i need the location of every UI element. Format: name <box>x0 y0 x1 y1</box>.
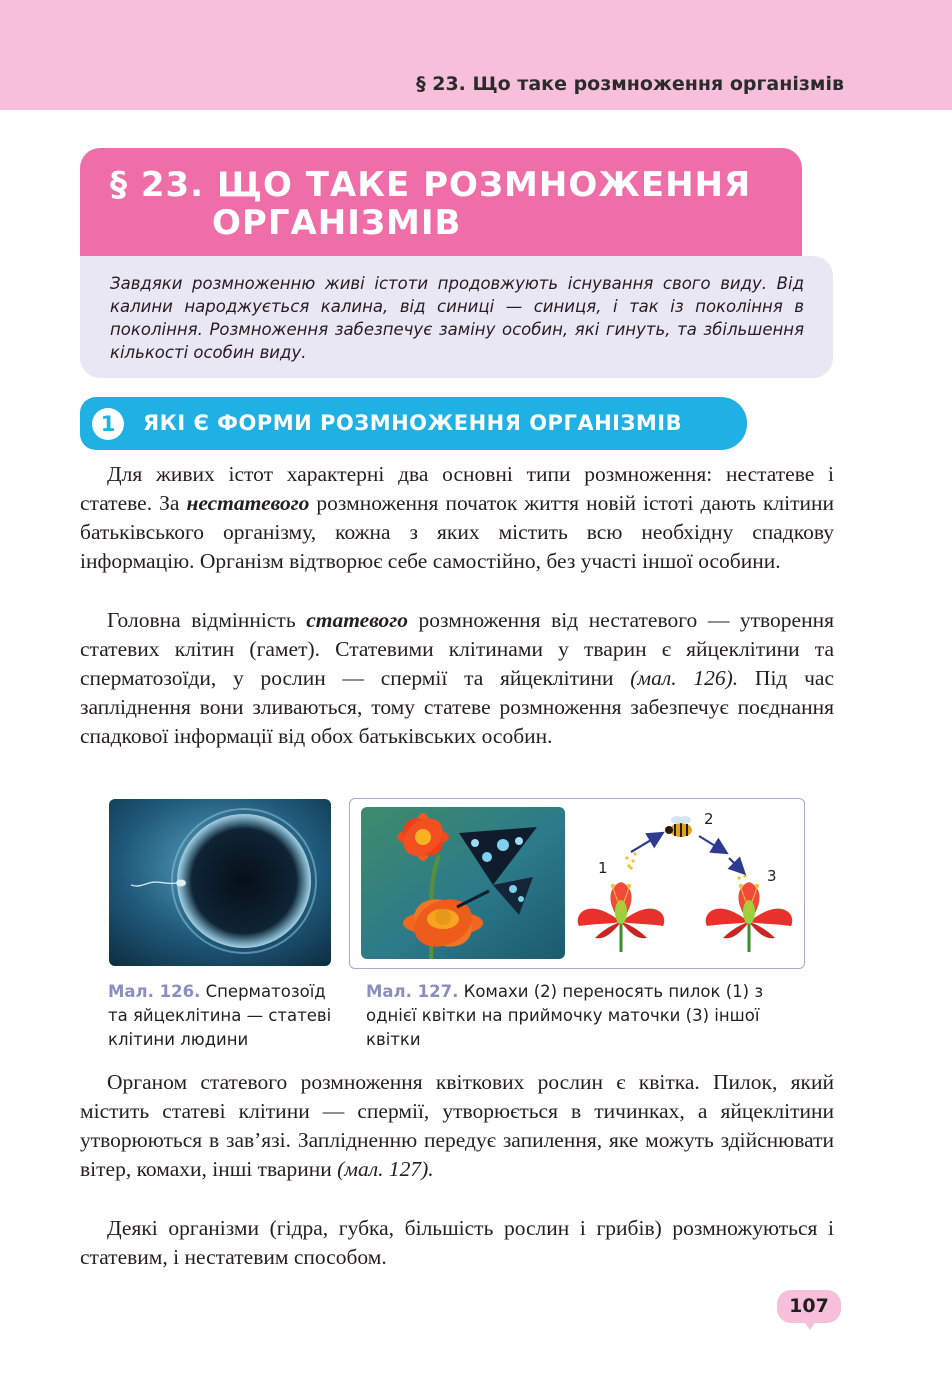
paragraph-1-text-c: розмноження початок життя новій істоті дають клітини батьківського організму, кожна з яких містить всю необхідну спадкову інформацію. Організм відтворює себе самостійно, без участі іншої особини. <box>80 491 835 573</box>
paragraph-4 <box>80 1214 834 1272</box>
figure-ref-127: (мал. 127). <box>337 1157 434 1181</box>
paragraph-4-text: Деякі організми (гідра, губка, більшість рослин і грибів) розмножуються і статевим, і нестатевим способом. <box>80 1216 834 1269</box>
figure-127-pollination-diagram <box>569 806 801 962</box>
figure-126-image <box>109 799 331 966</box>
marker-3: 3 <box>767 867 777 885</box>
chapter-title-line2: ОРГАНІЗМІВ <box>212 203 462 243</box>
figure-126-text: Сперматозоїд та яйцеклітина — статеві клітини людини <box>108 982 332 1049</box>
flower-left-icon <box>578 882 664 952</box>
paragraph-1-text-a: Для живих істот характерні два основні типи розмноження: нестатеве і статеве. За <box>80 462 834 515</box>
page-number-tail <box>803 1320 817 1330</box>
page-number-badge <box>777 1290 841 1332</box>
section-number: 1 <box>92 408 124 440</box>
bee-icon <box>665 816 692 837</box>
butterfly-on-flower-photo <box>361 807 565 959</box>
figure-127-caption <box>366 980 796 1052</box>
paragraph-1 <box>80 460 834 576</box>
figure-ref-126: (мал. 126). <box>630 666 739 690</box>
section-title: ЯКІ Є ФОРМИ РОЗМНОЖЕННЯ ОРГАНІЗМІВ <box>143 411 683 435</box>
figure-126-caption <box>108 980 340 1052</box>
paragraph-2-text-d: Під час запліднення вони зливаються, тому статеве розмноження забезпечує поєднання спадкової інформації від обох батьківських особин. <box>80 666 834 748</box>
arrow-to-bee <box>631 834 661 852</box>
figure-127-photo <box>361 807 565 959</box>
figure-127-label: Мал. 127. <box>366 982 459 1001</box>
paragraph-2-text-c: розмноження від нестатевого — утворення статевих клітин (гамет). Статевими клітинами у тварин є яйцеклітини та сперматозоїди, у рослин — спермії та яйцеклітини <box>80 608 834 690</box>
arrow-to-stigma <box>729 858 743 872</box>
figure-126-label: Мал. 126. <box>108 982 201 1001</box>
marker-1: 1 <box>598 859 608 877</box>
paragraph-2-text-a: Головна відмінність <box>107 608 307 632</box>
arrow-from-bee <box>699 836 725 852</box>
pollen-dots <box>625 844 746 879</box>
page-number: 107 <box>777 1290 841 1323</box>
intro-text: Завдяки розмноженню живі істоти продовжують існування свого виду. Від калини народжується калина, від синиці — синиця, і так із покоління в покоління. Розмноження забезпечує заміну особин, які гинуть, та збільшення кількості особин виду. <box>110 274 804 362</box>
term-asexual: нестатевого <box>186 491 310 515</box>
figure-127-text: Комахи (2) переносять пилок (1) з однієї квітки на приймочку маточки (3) іншої квітки <box>366 982 764 1049</box>
chapter-title <box>110 166 751 242</box>
marker-2: 2 <box>704 810 714 828</box>
egg-and-sperm-illustration <box>109 799 331 966</box>
paragraph-3 <box>80 1068 834 1184</box>
paragraph-2 <box>80 606 834 751</box>
chapter-title-line1: § 23. ЩО ТАКЕ РОЗМНОЖЕННЯ <box>110 165 752 205</box>
running-title: § 23. Що таке розмноження організмів <box>416 73 844 95</box>
term-sexual: статевого <box>306 608 408 632</box>
paragraph-3-text-a: Органом статевого розмноження квіткових рослин є квітка. Пилок, який містить статеві клітини — спермії, утворюється в тичинках, а яйцеклітини утворюються в зав’язі. Заплідненню передує запилення, яке можуть здійснювати вітер, комахи, інші тварини <box>80 1070 834 1181</box>
flower-right-icon <box>706 882 792 952</box>
